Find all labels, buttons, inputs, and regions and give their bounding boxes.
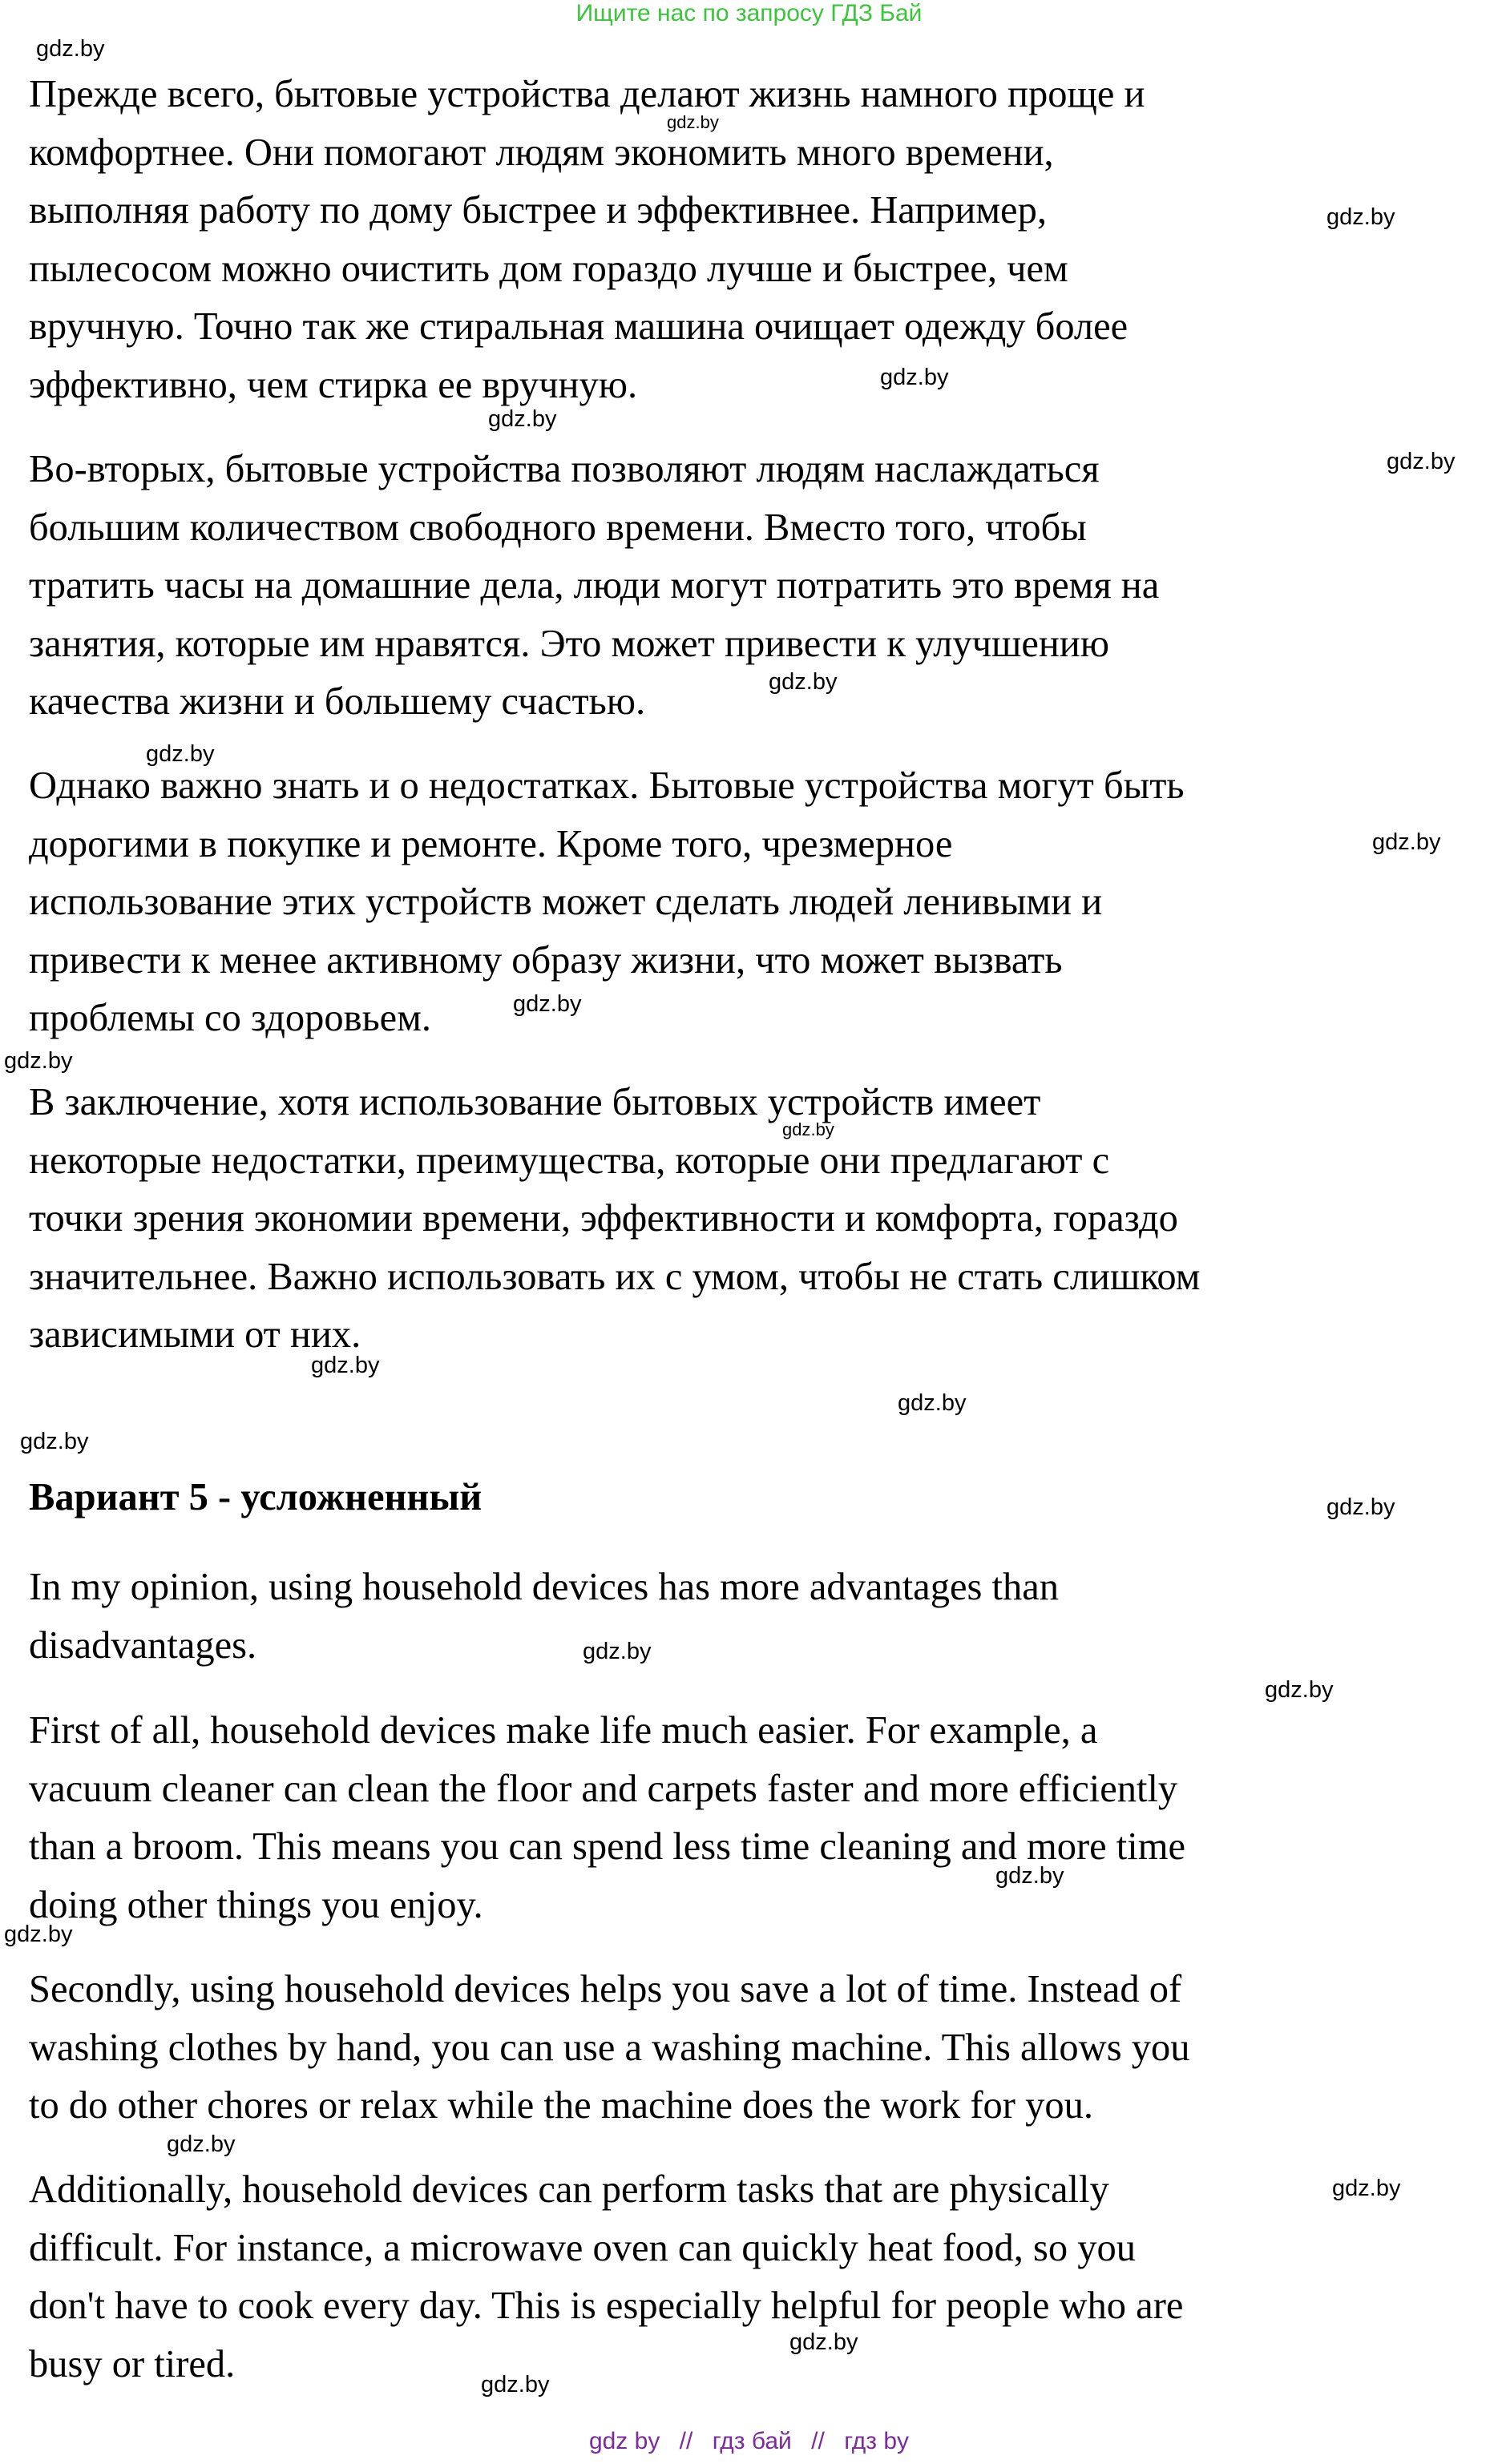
watermark: gdz.by [667,112,719,132]
watermark: gdz.by [1265,1677,1334,1703]
english-paragraph-4: Additionally, household devices can perform tasks that are physically difficult. For instance, a microwave oven can quickly heat food, so you don't have to cook every day. This is especially helpful for people who are busy or tired. [29,2168,1184,2385]
paragraph-1: Прежде всего, бытовые устройства делают жизнь намного проще и комфортнее. Они помогают людям экономить много времени, выполняя работу по дому быстрее и эффективнее. Например, пылесосом можно очистить дом гораздо лучше и быстрее, чем вручную. Точно так же стиральная машина очищает одежду более эффективно, чем стирка ее вручную. [29,73,1145,406]
footer [0,2428,1498,2455]
variant-heading: Вариант 5 - усложненный [29,1476,483,1518]
watermark: gdz.by [995,1863,1064,1889]
footer-separator: // [811,2428,825,2454]
english-paragraph-1: In my opinion, using household devices has more advantages than disadvantages. [29,1566,1059,1667]
watermark: gdz.by [20,1429,89,1454]
watermark: gdz.by [481,2372,550,2397]
top-banner[interactable]: Ищите нас по запросу ГДЗ Бай [575,0,923,26]
watermark: gdz.by [782,1119,834,1139]
watermark: gdz.by [898,1390,967,1416]
watermark: gdz.by [789,2329,858,2355]
footer-link-gdz-by[interactable]: gdz by [588,2428,660,2454]
english-paragraph-2: First of all, household devices make life much easier. For example, a vacuum cleaner can clean the floor and carpets faster and more efficiently than a broom. This means you can spend less time cleaning and more time doing other things you enjoy. [29,1709,1185,1926]
watermark: gdz.by [1326,204,1395,230]
watermark: gdz.by [769,669,838,695]
watermark: gdz.by [488,406,557,432]
watermark: gdz.by [583,1639,652,1664]
paragraph-2: Во-вторых, бытовые устройства позволяют людям наслаждаться большим количеством свободного времени. Вместо того, чтобы тратить часы на домашние дела, люди могут потратить это время на занятия, которые им нравятся. Это может привести к улучшению качества жизни и большему счастью. [29,448,1160,723]
watermark: gdz.by [1332,2176,1401,2201]
footer-separator: // [679,2428,693,2454]
watermark: gdz.by [1326,1494,1395,1520]
watermark: gdz.by [36,36,105,62]
footer-link-gdz-by-cyr[interactable]: гдз by [844,2428,910,2454]
watermark: gdz.by [4,1048,73,1074]
paragraph-4: В заключение, хотя использование бытовых устройств имеет некоторые недостатки, преимущества, которые они предлагают с точки зрения экономии времени, эффективности и комфорта, гораздо значительнее. Важно использовать их с умом, чтобы не стать слишком зависимыми от них. [29,1081,1201,1356]
watermark: gdz.by [4,1922,73,1947]
watermark: gdz.by [311,1353,380,1378]
watermark: gdz.by [1372,829,1441,855]
watermark: gdz.by [167,2131,236,2157]
watermark: gdz.by [1387,449,1456,474]
watermark: gdz.by [146,741,215,767]
watermark: gdz.by [880,365,949,390]
footer-link-gdz-bay[interactable]: гдз бай [712,2428,792,2454]
paragraph-3: Однако важно знать и о недостатках. Бытовые устройства могут быть дорогими в покупке и ремонте. Кроме того, чрезмерное использование этих устройств может сделать людей ленивыми и привести к менее активному образу жизни, что может вызвать проблемы со здоровьем. [29,764,1185,1039]
watermark: gdz.by [513,991,582,1017]
english-paragraph-3: Secondly, using household devices helps you save a lot of time. Instead of washing clothes by hand, you can use a washing machine. This allows you to do other chores or relax while the machine does the work for you. [29,1968,1190,2127]
